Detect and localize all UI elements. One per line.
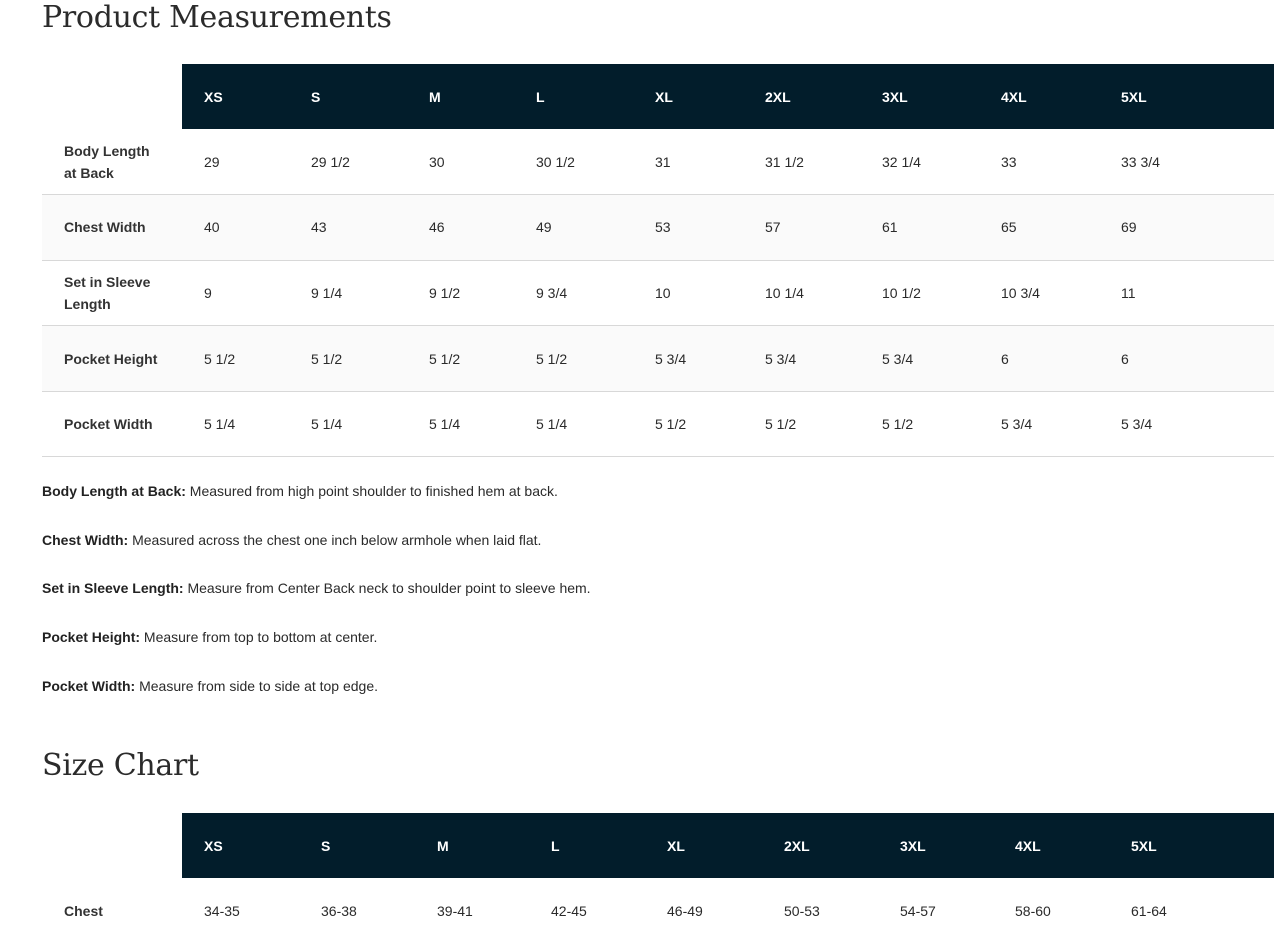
size-header-xs: XS [182, 64, 289, 129]
note-term: Set in Sleeve Length: [42, 580, 184, 597]
size-header-l: L [529, 813, 645, 878]
note-pocket-height [42, 626, 1223, 675]
table-header-row [42, 813, 1274, 878]
table-cell: 5 1/2 [743, 391, 860, 457]
note-term: Chest Width: [42, 531, 129, 548]
table-cell: 5 1/4 [182, 391, 289, 457]
row-label-chest-width: Chest Width [42, 195, 182, 261]
size-header-s: S [289, 64, 407, 129]
table-cell: 10 3/4 [979, 260, 1099, 326]
table-cell: 5 3/4 [1099, 391, 1274, 457]
table-cell: 40 [182, 195, 289, 261]
table-cell: 5 1/2 [407, 326, 514, 392]
table-cell: 10 [633, 260, 743, 326]
table-cell: 36-38 [321, 902, 357, 919]
table-cell: 57 [743, 195, 860, 261]
table-cell: 46 [407, 195, 514, 261]
size-header-3xl: 3XL [860, 64, 979, 129]
table-cell: 69 [1099, 195, 1274, 261]
table-cell: 6 [979, 326, 1099, 392]
size-header-xl: XL [645, 813, 762, 878]
table-cell: 29 [182, 129, 289, 195]
table-cell: 39-41 [437, 902, 473, 919]
table-cell: 11 [1099, 260, 1274, 326]
measurement-notes [42, 480, 1223, 723]
table-cell: 43 [289, 195, 407, 261]
table-cell: 5 1/2 [182, 326, 289, 392]
table-cell: 10 1/4 [743, 260, 860, 326]
size-header-5xl: 5XL [1099, 64, 1274, 129]
note-text: Measured across the chest one inch below armhole when laid flat. [128, 531, 542, 548]
table-cell: 50-53 [784, 902, 820, 919]
note-chest-width [42, 529, 1223, 578]
note-term: Pocket Height: [42, 629, 141, 646]
table-cell: 46-49 [667, 902, 703, 919]
table-cell: 58-60 [1015, 902, 1051, 919]
table-cell: 61 [860, 195, 979, 261]
table-cell: 49 [514, 195, 633, 261]
header-corner [42, 813, 182, 878]
size-header-s: S [299, 813, 415, 878]
row-label-body-length: Body Length at Back [42, 129, 182, 195]
table-cell: 9 3/4 [514, 260, 633, 326]
table-cell: 6 [1099, 326, 1274, 392]
row-label-pocket-height: Pocket Height [42, 326, 182, 392]
table-cell: 5 1/2 [514, 326, 633, 392]
row-label-pocket-width: Pocket Width [42, 391, 182, 457]
table-row [42, 260, 1274, 326]
table-cell: 5 3/4 [743, 326, 860, 392]
note-body-length [42, 480, 1223, 529]
table-cell: 5 1/4 [514, 391, 633, 457]
row-label-chest: Chest [64, 902, 103, 919]
size-header-l: L [514, 64, 633, 129]
size-header-m: M [407, 64, 514, 129]
table-cell: 9 1/2 [407, 260, 514, 326]
table-cell: 5 3/4 [979, 391, 1099, 457]
table-cell: 31 1/2 [743, 129, 860, 195]
table-cell: 5 1/2 [860, 391, 979, 457]
table-row [42, 195, 1274, 261]
note-text: Measured from high point shoulder to finished hem at back. [185, 483, 558, 499]
note-term: Pocket Width: [42, 677, 136, 694]
table-cell: 5 1/4 [407, 391, 514, 457]
table-cell: 30 [407, 129, 514, 195]
table-cell: 33 [979, 129, 1099, 195]
table-cell: 5 3/4 [860, 326, 979, 392]
table-header-row [42, 64, 1274, 129]
note-text: Measure from top to bottom at center. [140, 629, 378, 646]
table-row [42, 129, 1274, 195]
table-cell: 42-45 [551, 902, 587, 919]
size-header-2xl: 2XL [743, 64, 860, 129]
table-cell: 5 1/2 [633, 391, 743, 457]
note-term: Body Length at Back: [42, 483, 186, 499]
table-cell: 32 1/4 [860, 129, 979, 195]
table-cell: 9 1/4 [289, 260, 407, 326]
product-measurements-title: Product Measurements [42, 0, 392, 35]
table-cell: 5 1/2 [289, 326, 407, 392]
table-cell: 9 [182, 260, 289, 326]
note-text: Measure from Center Back neck to shoulder point to sleeve hem. [183, 580, 591, 597]
size-header-xs: XS [182, 813, 299, 878]
size-header-xl: XL [633, 64, 743, 129]
table-cell: 10 1/2 [860, 260, 979, 326]
table-cell: 30 1/2 [514, 129, 633, 195]
table-cell: 61-64 [1131, 902, 1167, 919]
size-header-4xl: 4XL [993, 813, 1109, 878]
table-cell: 53 [633, 195, 743, 261]
table-cell: 5 1/4 [289, 391, 407, 457]
table-cell: 31 [633, 129, 743, 195]
table-cell: 65 [979, 195, 1099, 261]
product-measurements-table [42, 64, 1274, 457]
table-cell: 34-35 [204, 902, 240, 919]
table-row [42, 878, 1274, 932]
table-cell: 33 3/4 [1099, 129, 1274, 195]
size-chart-table [42, 813, 1274, 932]
table-cell: 29 1/2 [289, 129, 407, 195]
note-sleeve-length [42, 577, 1223, 626]
table-row [42, 326, 1274, 392]
table-cell: 5 3/4 [633, 326, 743, 392]
note-pocket-width [42, 675, 1223, 724]
table-cell: 54-57 [900, 902, 936, 919]
size-chart-title: Size Chart [42, 748, 199, 783]
size-header-3xl: 3XL [878, 813, 993, 878]
table-row [42, 391, 1274, 457]
size-header-2xl: 2XL [762, 813, 878, 878]
size-header-4xl: 4XL [979, 64, 1099, 129]
note-text: Measure from side to side at top edge. [135, 677, 379, 694]
size-header-5xl: 5XL [1109, 813, 1274, 878]
row-label-sleeve-length: Set in Sleeve Length [42, 260, 182, 326]
size-header-m: M [415, 813, 529, 878]
header-corner [42, 64, 182, 129]
